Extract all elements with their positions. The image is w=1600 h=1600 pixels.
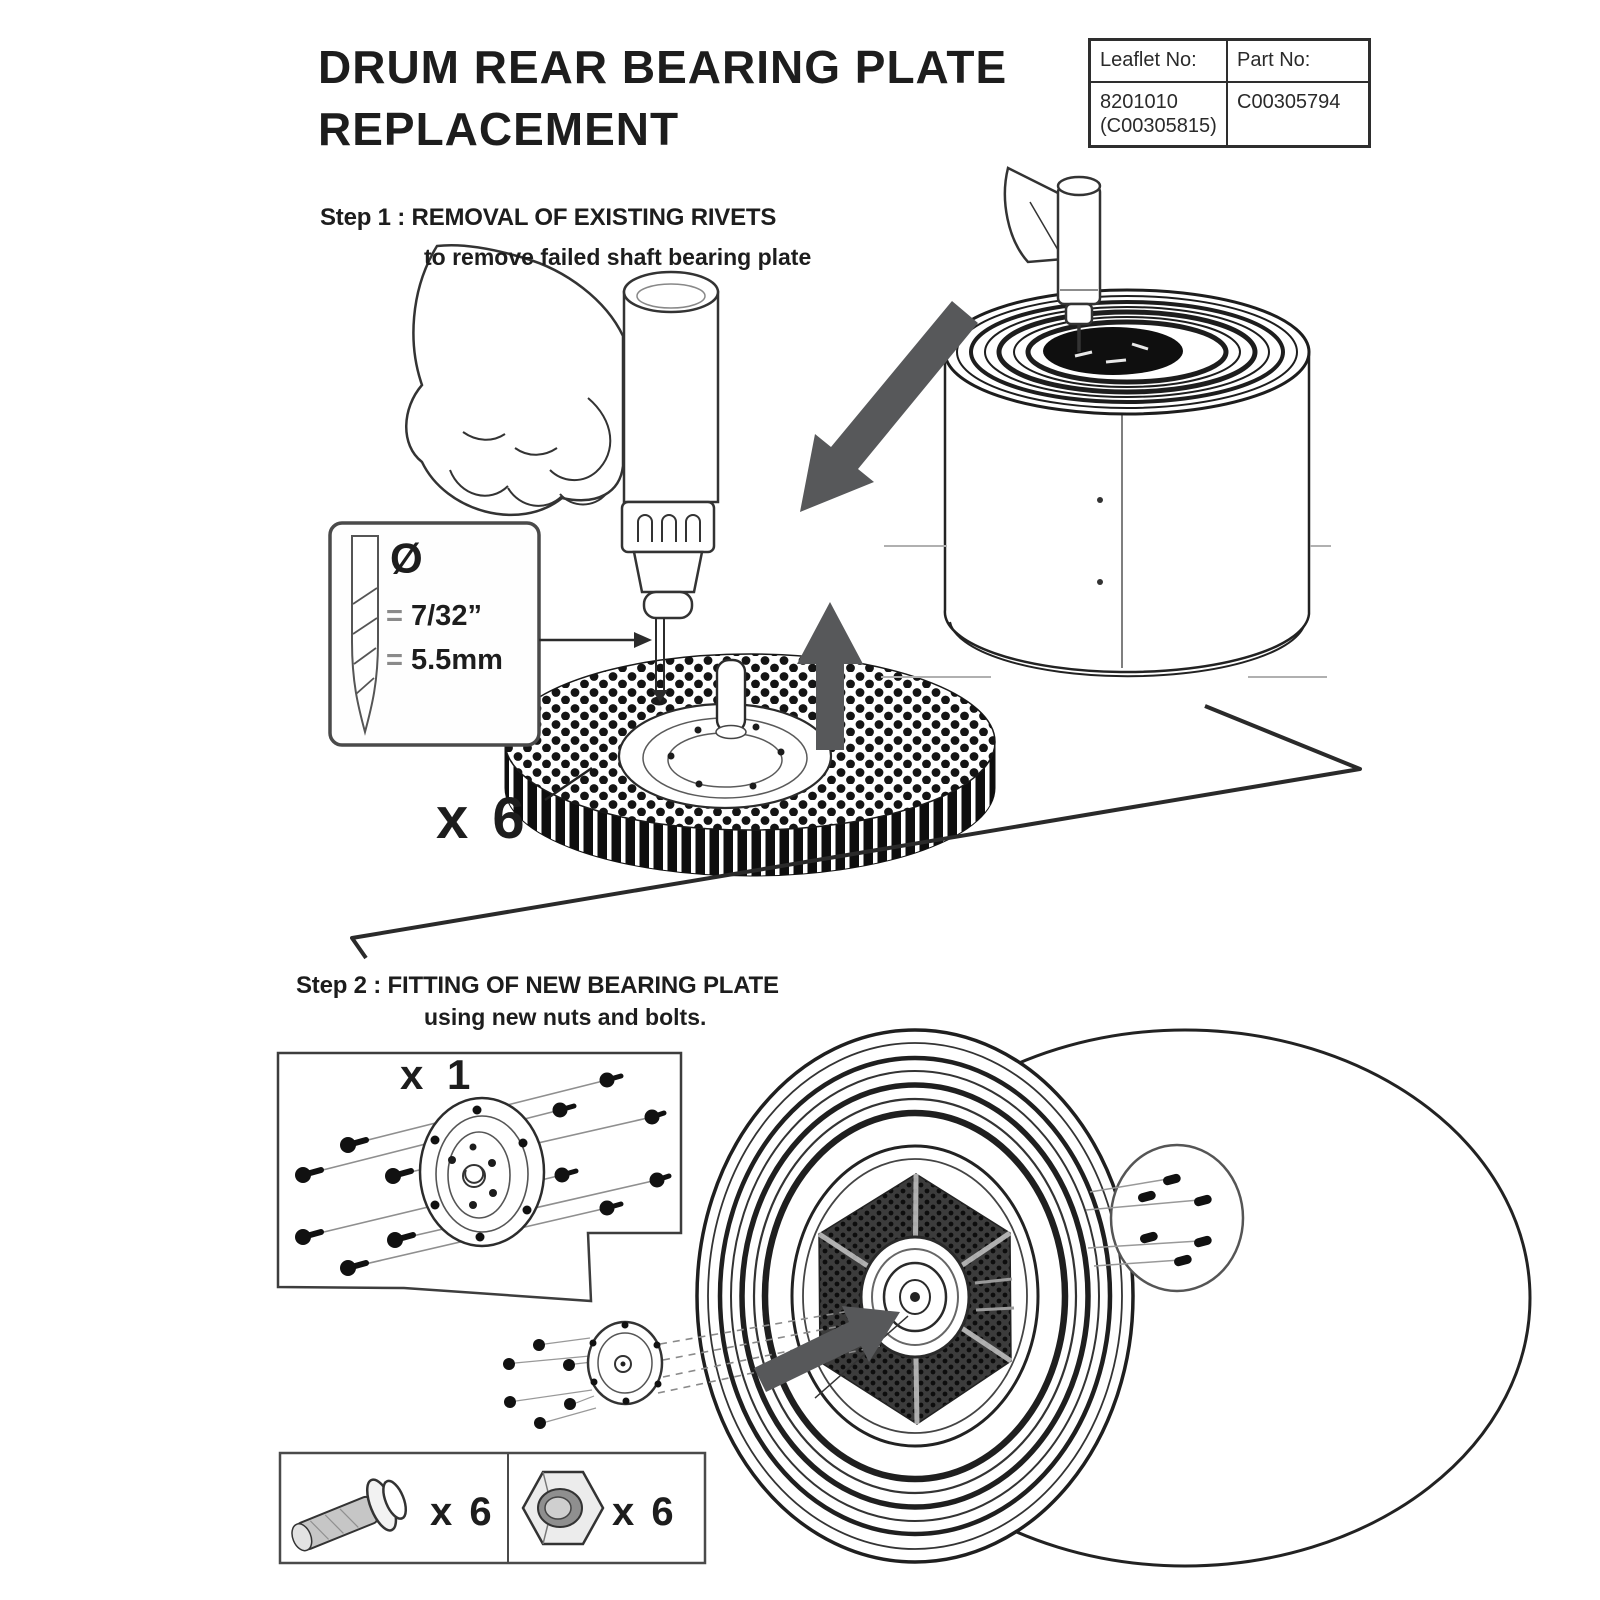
step1-subheading: to remove failed shaft bearing plate <box>424 244 812 270</box>
page-title <box>318 36 1007 160</box>
step1-perforated-plate-illustration <box>505 602 995 876</box>
plate-count-label: x 1 <box>400 1051 477 1098</box>
drill-icon <box>624 292 718 502</box>
step2-drum-illustration <box>658 1030 1530 1566</box>
page-title-line1: DRUM REAR BEARING PLATE <box>318 41 1008 93</box>
hand <box>406 245 623 515</box>
bolt-count-label: x 6 <box>430 1490 495 1534</box>
page-title-line2: REPLACEMENT <box>318 103 680 155</box>
nut-count-label: x 6 <box>612 1490 677 1534</box>
part-no-value: C00305794 <box>1227 82 1370 147</box>
equals-sign: = <box>386 600 411 632</box>
diameter-mm <box>386 646 503 675</box>
step1-drum-illustration <box>800 168 1331 677</box>
diameter-mm-value: 5.5mm <box>411 644 503 676</box>
loose-bolts <box>503 1339 576 1429</box>
shaft-stub <box>717 660 745 732</box>
step2-heading-text: FITTING OF NEW BEARING PLATE <box>381 972 779 999</box>
step2-label: Step 2 : <box>296 972 382 999</box>
leader-arrowhead-icon <box>634 632 652 648</box>
rivet-count-label: x 6 <box>436 786 529 851</box>
leaflet-no: 8201010 <box>1100 91 1178 113</box>
new-plate-floating <box>503 1322 662 1430</box>
equals-sign: = <box>386 644 411 676</box>
step1-heading <box>320 206 776 230</box>
diameter-inches-value: 7/32” <box>411 600 482 632</box>
info-table <box>1088 38 1371 148</box>
step1-heading-text: REMOVAL OF EXISTING RIVETS <box>405 204 777 231</box>
leaflet-no-alt: (C00305815) <box>1100 115 1217 137</box>
step2-subheading: using new nuts and bolts. <box>424 1004 707 1030</box>
leaflet-no-value <box>1090 82 1228 147</box>
part-no-header: Part No: <box>1227 40 1370 83</box>
step1-label: Step 1 : <box>320 204 406 231</box>
leaflet-no-header: Leaflet No: <box>1090 40 1228 83</box>
diameter-symbol: Ø <box>390 535 423 582</box>
step2-heading <box>296 974 779 998</box>
step2-bearing-plate-kit-box <box>278 1053 681 1301</box>
diameter-inches <box>386 602 482 631</box>
